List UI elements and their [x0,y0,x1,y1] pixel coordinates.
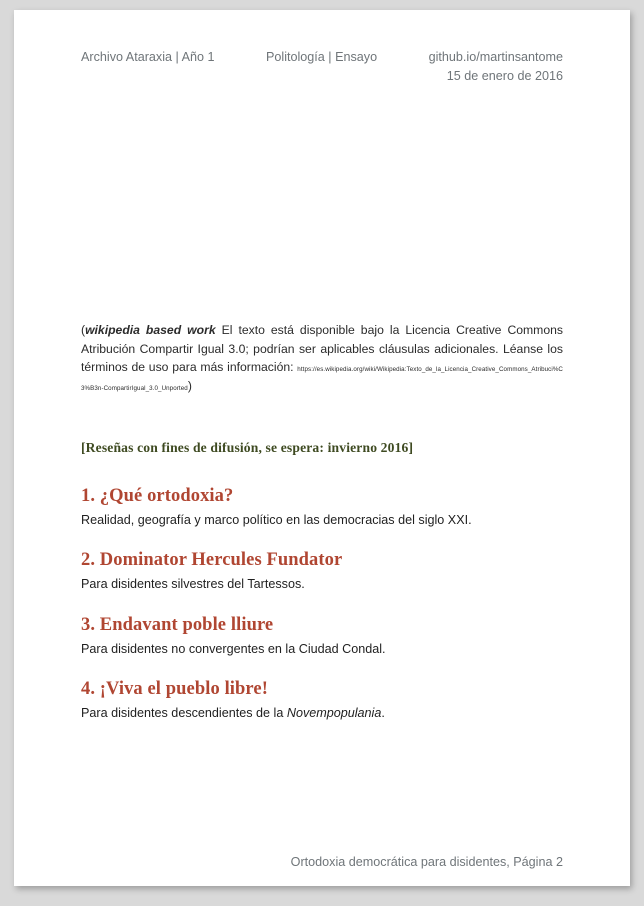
header-site-link[interactable]: github.io/martinsantome [428,50,563,64]
article-list [81,486,563,723]
release-notice: [Reseñas con fines de difusión, se espera: invierno 2016] [81,440,414,455]
item-description: Para disidentes no convergentes en la Ciudad Condal. [81,641,386,656]
list-item [81,679,563,722]
item-description [81,705,563,723]
item-description: Para disidentes silvestres del Tartessos. [81,577,305,592]
item-title[interactable]: 1. ¿Qué ortodoxia? [81,486,234,506]
page-header [81,48,563,86]
header-archive-label: Archivo Ataraxia | Año 1 [81,50,215,64]
header-date: 15 de enero de 2016 [446,69,563,84]
license-emphasis: wikipedia based work [85,323,216,338]
item-description-suffix: . [381,706,385,721]
item-description-italic-term: Novempopulania [286,706,382,721]
header-section-label: Politología | Ensayo [266,50,378,64]
page-content [81,10,563,886]
header-top-row [81,48,563,66]
item-title[interactable]: 4. ¡Viva el pueblo libre! [81,679,268,700]
license-url[interactable]: https://es.wikipedia.org/wiki/Wikipedia:Texto_de_la_Licencia_Creative_Commons_Atribuci%C3%B3n-CompartirIgual_3.0_Unported [81,366,563,392]
license-body-text: El texto está disponible bajo la Licencia Creative Commons Atribución Compartir Igual 3.0; podrían ser aplicables cláusulas adicionales. Léanse los términos de uso para más información: [81,323,563,375]
item-title[interactable]: 3. Endavant poble lliure [81,614,274,635]
item-title[interactable]: 2. Dominator Hercules Fundator [81,550,343,571]
list-item [81,550,563,593]
document-page [14,10,630,886]
list-item [81,615,563,658]
item-description-prefix: Para disidentes descendientes de la [81,706,287,721]
license-paragraph [81,321,563,395]
list-item [81,486,563,529]
item-description: Realidad, geografía y marco político en las democracias del siglo XXI. [81,512,472,527]
license-open-paren: ( [81,323,86,338]
license-close-paren: ) [187,378,192,393]
page-footer: Ortodoxia democrática para disidentes, Página 2 [290,855,563,869]
